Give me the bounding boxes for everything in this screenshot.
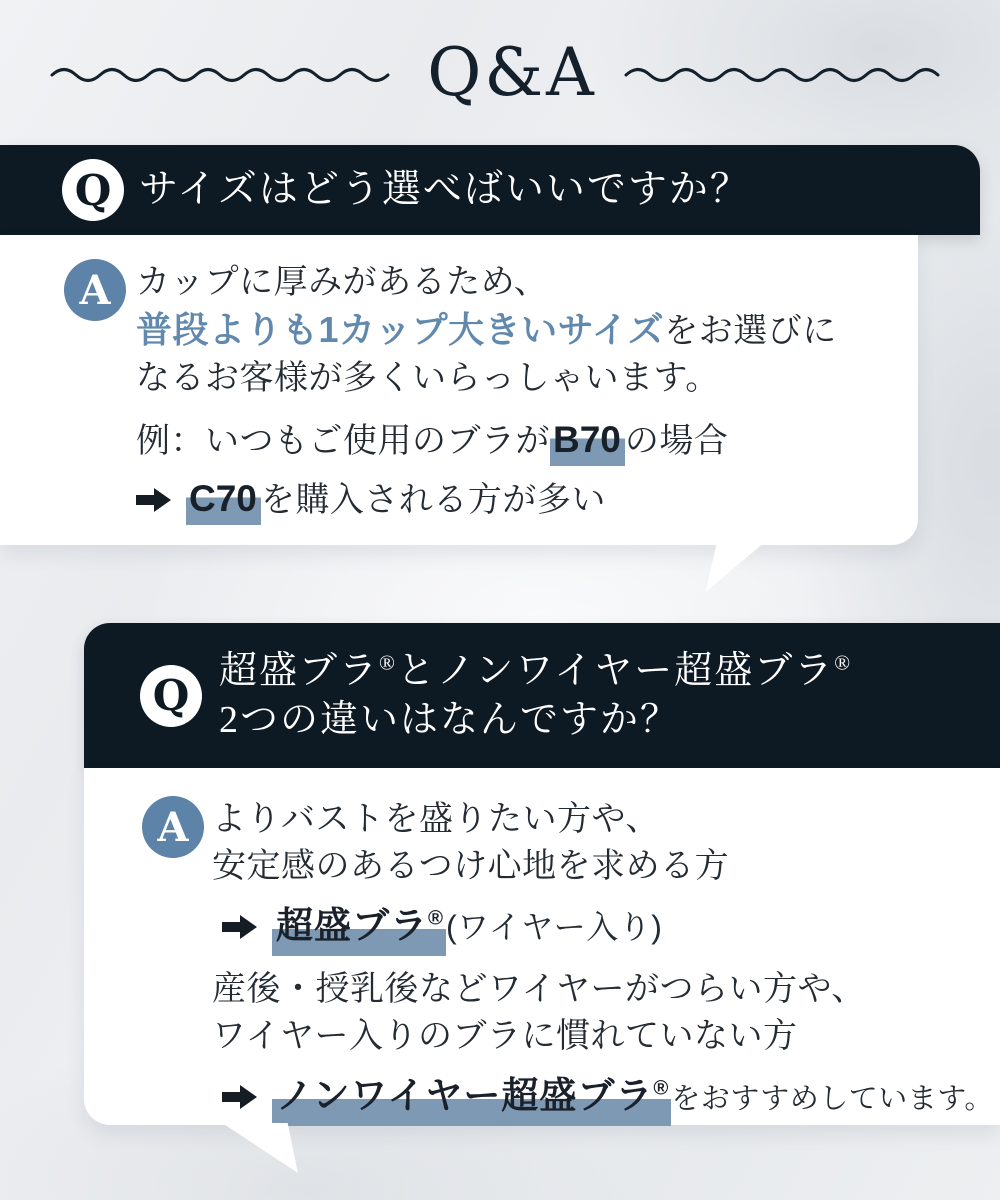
answer-2-line-1-text: よりバストを盛りたい方や、: [212, 800, 660, 838]
answer-2-line-3-text: 産後・授乳後などワイヤーがつらい方や、: [212, 970, 866, 1008]
product-2-name: ノンワイヤー超盛ブラ: [276, 1075, 654, 1116]
wavy-line-right-icon: [623, 60, 951, 86]
result-line: [136, 475, 837, 525]
answer-1-line-1: [136, 259, 837, 306]
example-size-highlight: B70: [550, 416, 625, 466]
answer-1-line-2-rest: をお選びに: [664, 312, 837, 350]
answer-2-line-4-text: ワイヤー入りのブラに慣れていない方: [212, 1017, 798, 1055]
answer-1-line-1-text: カップに厚みがあるため、: [136, 263, 549, 301]
arrow-right-icon: [222, 914, 258, 940]
answer-1-key-phrase: 普段よりも1カップ大きいサイズ: [136, 309, 665, 350]
q2-product-2: とノンワイヤー超盛ブラ: [396, 649, 835, 692]
recommendation-1-line: [222, 902, 994, 956]
product-1-highlight: [272, 902, 446, 956]
result-size-highlight: C70: [186, 475, 261, 525]
product-1-name: 超盛ブラ: [276, 905, 428, 946]
product-1-note: (ワイヤー入り): [446, 909, 663, 945]
registered-mark: ®: [834, 649, 853, 674]
answer-2-line-2: [212, 843, 994, 890]
question-2-bar: [84, 623, 1000, 768]
question-1-bar: [0, 145, 980, 235]
answer-1-text: [136, 259, 837, 525]
section-header: [0, 28, 1000, 118]
arrow-right-icon: [222, 1084, 258, 1110]
recommendation-2-line: [222, 1072, 994, 1126]
section-title: Q&A: [427, 34, 597, 111]
answer-2-text: [212, 796, 994, 1136]
a2-badge: A: [142, 796, 204, 858]
example-line: [136, 416, 837, 466]
result-suffix: を購入される方が多い: [260, 481, 606, 519]
example-suffix: の場合: [624, 422, 729, 460]
wavy-line-left-icon: [49, 60, 401, 86]
registered-mark: ®: [379, 649, 397, 674]
registered-mark: ®: [653, 1077, 670, 1100]
question-1-text: サイズはどう選べばいいですか？: [139, 167, 751, 211]
answer-1-bubble: [0, 235, 918, 545]
example-prefix: 例：いつもご使用のブラが: [136, 422, 550, 460]
answer-2-line-3: [212, 966, 994, 1013]
answer-2-line-2-text: 安定感のあるつけ心地を求める方: [212, 847, 730, 885]
bubble-1-tail: [700, 543, 770, 593]
question-2-line-2: [219, 696, 852, 745]
product-2-highlight: [272, 1072, 671, 1126]
question-2-line-1: [219, 647, 852, 696]
answer-2-line-4: [212, 1013, 994, 1060]
recommendation-2-suffix: をおすすめしています。: [671, 1083, 994, 1115]
registered-mark: ®: [428, 907, 444, 930]
question-2-text: [219, 647, 852, 745]
q2-badge: Q: [140, 665, 202, 727]
answer-2-bubble: [84, 768, 1000, 1125]
answer-2-line-1: [212, 796, 994, 843]
q1-badge: Q: [62, 159, 124, 221]
a1-badge: A: [64, 259, 126, 321]
q2-product-1: 超盛ブラ: [219, 649, 380, 692]
question-2-line-2-text: 2つの違いはなんですか？: [219, 698, 681, 741]
answer-1-line-3-text: なるお客様が多くいらっしゃいます。: [136, 359, 720, 397]
answer-1-line-2: [136, 306, 837, 355]
answer-1-line-3: [136, 355, 837, 402]
arrow-right-icon: [136, 487, 172, 513]
